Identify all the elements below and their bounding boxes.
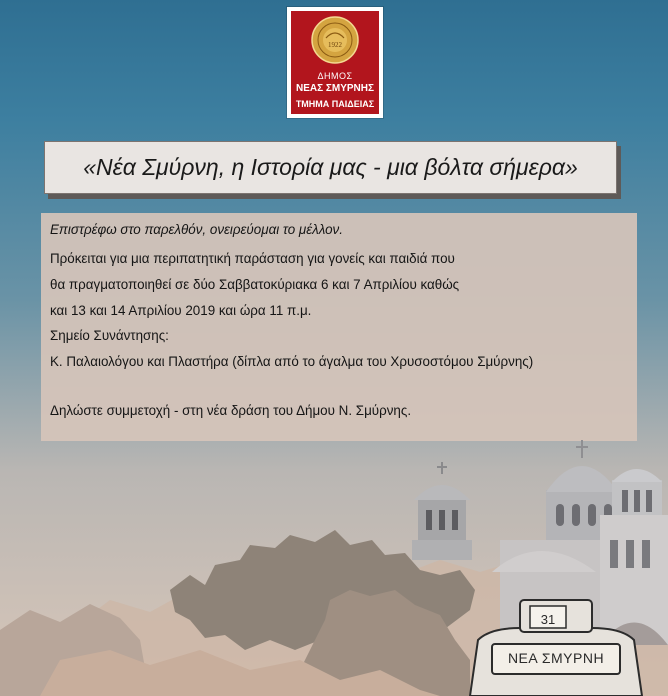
description-line-3: και 13 και 14 Απριλίου 2019 και ώρα 11 π.μ.	[50, 303, 312, 318]
logo-department-name: ΤΜΗΜΑ ΠΑΙΔΕΙΑΣ	[295, 99, 375, 109]
svg-text:1922: 1922	[328, 41, 342, 49]
description-line-2: θα πραγματοποιηθεί σε δύο Σαββατοκύριακα 6 και 7 Απριλίου καθώς	[50, 277, 460, 292]
logo-municipality-name: ΝΕΑΣ ΣΜΥΡΝΗΣ	[295, 83, 374, 94]
bus-route-number: 31	[540, 612, 556, 627]
page-title: «Νέα Σμύρνη, η Ιστορία μας - μια βόλτα σήμερα»	[83, 154, 578, 180]
description-line-1: Πρόκειται για μια περιπατητική παράσταση για γονείς και παιδιά που	[50, 251, 455, 266]
call-to-action: Δηλώστε συμμετοχή - στη νέα δράση του Δήμου Ν. Σμύρνης.	[50, 403, 412, 418]
logo-municipality-label: ΔΗΜΟΣ	[317, 71, 353, 81]
small-church-icon	[412, 462, 472, 560]
meeting-label: Σημείο Συνάντησης:	[50, 328, 169, 343]
meeting-place: Κ. Παλαιολόγου και Πλαστήρα (δίπλα από το άγαλμα του Χρυσοστόμου Σμύρνης)	[50, 354, 534, 369]
bus-destination-sign: ΝΕΑ ΣΜΥΡΝΗ	[507, 650, 605, 666]
tagline: Επιστρέφω στο παρελθόν, ονειρεύομαι το μέλλον.	[50, 222, 343, 237]
